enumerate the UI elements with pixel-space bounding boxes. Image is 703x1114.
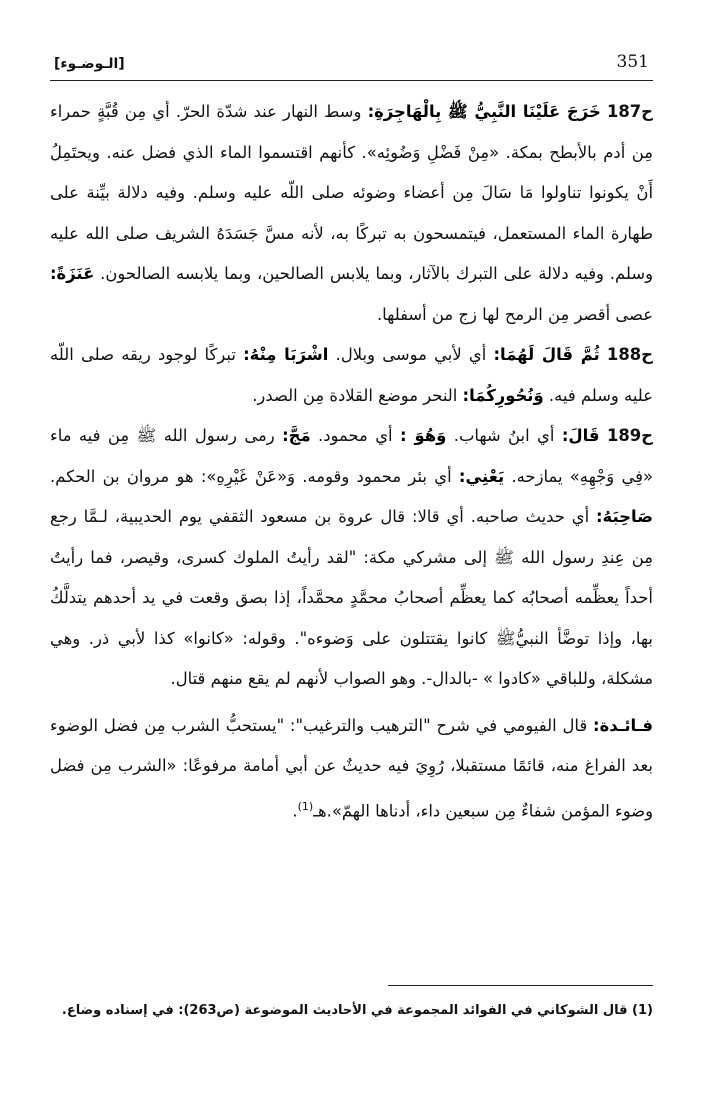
paragraph-hadith-189 <box>50 416 653 700</box>
footnote <box>50 1000 653 1022</box>
commentary-text: أي حديث صاحبه. أي قالا: قال عروة بن مسعود الثقفي يوم الحديبية، لـمَّا رجع مِن عِندِ رسول الله ﷺ إلى مشركي مكة: "لقد رأيتُ الملوك كسرى، وقيصر، فما رأيتُ أحداً يعظِّمه أصحابُه كما يعظِّم أصحابُ محمَّدٍ محمَّداً، إذا بصق وقعت في يد أحدهم يتدلَّكُ بها، وإذا توضَّأ النبيُّﷺ كانوا يقتتلون على وَضوءه". وقوله: «كانوا» كذا لأبي ذر. وهي مشكلة، وللباقي «كادوا » -بالدال-. وهو الصواب لأنهم لم يقع منهم قتال. <box>50 507 653 688</box>
page-number: 351 <box>616 52 649 72</box>
footnote-text: قال الشوكاني في الفوائد المجموعة في الأحاديث الموضوعة (ص263): في إسناده وضاع. <box>61 1003 628 1018</box>
commentary-text: قال الفيومي في شرح "الترهيب والترغيب": "يستحبُّ الشرب مِن فضل الوضوء بعد الفراغ منه، قائمًا مستقبلا، رُوِيَ فيه حديثٌ عن أبي أمامة مرفوعًا: «الشرب مِن فضل وضوء المؤمن شفاءٌ مِن سبعين داء، أدناها الهمّ».هـ <box>50 715 653 820</box>
commentary-text: أي ابنُ شهاب. <box>453 426 555 445</box>
page-body <box>50 92 653 831</box>
commentary-text: أي لأبي موسى وبلال. <box>335 345 487 364</box>
commentary-text: النحر موضع القلادة مِن الصدر. <box>252 385 458 405</box>
hadith-ref: ح187 <box>606 102 653 121</box>
hadith-ref: ح188 <box>606 345 653 364</box>
commentary-text: عصى أقصر مِن الرمح لها زج من أسفلها. <box>376 304 653 324</box>
hadith-quote: مَجَّ: <box>282 426 311 445</box>
paragraph-benefit: فـائـدة: قال الفيومي في شرح "الترهيب والترغيب": "يستحبُّ الشرب مِن فضل الوضوء بعد الفراغ منه، قائمًا مستقبلا، رُوِيَ فيه حديثٌ عن أبي أمامة مرفوعًا: «الشرب مِن فضل وضوء المؤمن شفاءٌ مِن سبعين داء، أدناها الهمّ».هـ$^{(1)}$. <box>50 715 653 820</box>
commentary-text: تبركًا لوجود ريقه صلى اللّه عليه وسلم فيه. <box>50 345 653 405</box>
hadith-quote: خَرَجَ عَلَيْنَا النَّبِيُّ ﷺ بِالْهَاجِرَةِ: <box>367 102 601 121</box>
paragraph-hadith-188 <box>50 335 653 416</box>
footnote-number: (1) <box>632 1003 653 1018</box>
paragraph-hadith-187 <box>50 92 653 335</box>
hadith-quote: صَاحِبَهُ: <box>595 507 653 526</box>
footnote-divider <box>388 985 653 986</box>
commentary-text: وسط النهار عند شدّة الحرّ. أي مِن قُبَّةٍ حمراء مِن أدم بالأبطح بمكة. «مِنْ فَضْلِ وَضُوئِه». كأنهم اقتسموا الماء الذي فضل عنه. ويحتَمِلُ أَنْ يكونوا تناولوا مَا سَالَ مِن أعضاء وضوئه صلى اللّه عليه وسلم. وفيه دلالة بيِّنة على طهارة الماء المستعمل، فيتمسحون به تبركًا به، لأنه مسَّ جَسَدَهُ الشريف صلى الله عليه وسلم. وفيه دلالة على التبرك بالآثار، وبما يلابس الصالحين، وبما يلابسه الصالحون. <box>50 102 653 283</box>
commentary-text: أي بئر محمود وقومه. وَ«عَنْ غَيْرِهِ»: هو مروان بن الحكم. <box>50 466 452 486</box>
page-header <box>50 50 653 81</box>
hadith-quote: اشْرَبَا مِنْهُ: <box>243 345 329 364</box>
footnote-marker[interactable]: (1) <box>297 799 314 813</box>
hadith-ref: ح189 <box>606 426 653 445</box>
running-head: [الـوضـوء] <box>54 56 125 72</box>
hadith-quote: وَنُحُورِكُمَا: <box>462 385 544 405</box>
commentary-text: أي محمود. <box>318 426 393 445</box>
hadith-quote: وَهُوَ : <box>400 426 447 445</box>
commentary-text: رمى رسول الله ﷺ مِن فيه ماء «فِي وَجْهِهِ» يمازحه. <box>50 426 653 486</box>
hadith-quote: يَعْنِي: <box>458 466 505 486</box>
hadith-quote: ثُمَّ قَالَ لَهُمَا: <box>493 345 600 364</box>
benefit-label: فـائـدة: <box>593 715 653 735</box>
hadith-quote: قَالَ: <box>561 426 600 445</box>
hadith-quote: عَنَزَةً: <box>50 264 95 283</box>
